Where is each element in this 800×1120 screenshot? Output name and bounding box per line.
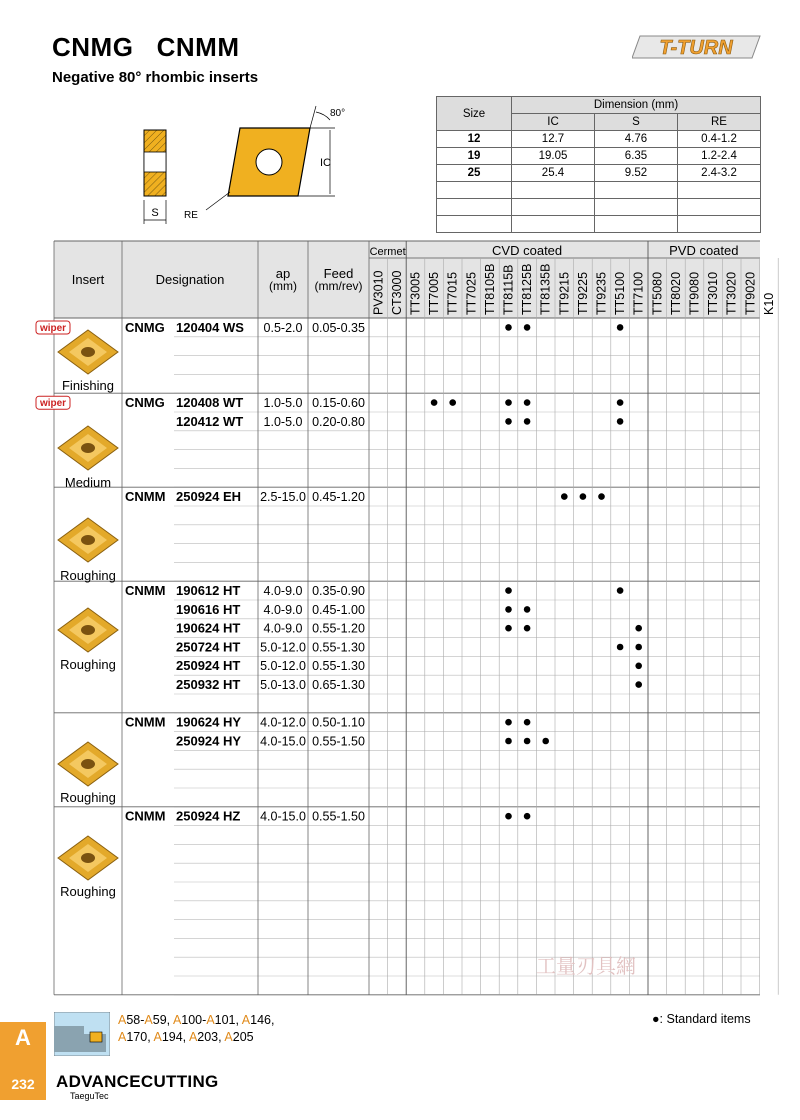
insert-image [58, 836, 118, 880]
standard-items-legend: ●: Standard items [652, 1012, 751, 1026]
ref-section-letter: A [144, 1013, 153, 1027]
page-references [118, 1012, 274, 1046]
page-subtitle: Negative 80° rhombic inserts [52, 69, 259, 86]
ap-unit: (mm) [269, 279, 297, 293]
re-header: RE [678, 114, 761, 131]
standard-item-dot [524, 606, 531, 613]
grade-header-tt8105b: TT8105B [482, 263, 497, 315]
ap-value: 1.0-5.0 [263, 414, 303, 429]
designation-code: 250924 HY [176, 733, 242, 749]
designation-code: 120404 WS [176, 319, 244, 335]
insert-image [58, 518, 118, 562]
designation-code: 190612 HT [176, 583, 241, 598]
standard-item-dot [635, 663, 642, 670]
ref-page: 58- [126, 1013, 145, 1027]
feed-value: 0.65-1.30 [312, 678, 365, 692]
ap-value: 4.0-9.0 [263, 584, 303, 598]
standard-item-dot [617, 644, 624, 651]
standard-item-dot [635, 625, 642, 632]
standard-item-dot [524, 418, 531, 425]
page-title: CNMG CNMM [52, 32, 240, 62]
turning-operation-icon [54, 1012, 110, 1056]
designation-code: 250932 HT [176, 677, 241, 692]
ref-section-letter: A [206, 1013, 215, 1027]
application-label: Roughing [60, 568, 116, 583]
ap-value: 5.0-12.0 [260, 640, 306, 655]
standard-item-dot [635, 681, 642, 688]
dimension-cell-re: 2.4-3.2 [678, 165, 761, 182]
s-header: S [595, 114, 678, 131]
grade-header-tt3005: TT3005 [408, 271, 423, 315]
standard-item-dot [617, 587, 624, 594]
feed-value: 0.55-1.50 [312, 809, 365, 824]
ap-value: 5.0-12.0 [260, 659, 306, 674]
wiper-label: wiper [39, 398, 67, 410]
dimension-cell-size: 12 [437, 131, 512, 148]
designation-prefix: CNMM [125, 583, 166, 598]
ref-page: 59, [152, 1013, 173, 1027]
standard-item-dot [524, 719, 531, 726]
grade-header-tt7100: TT7100 [631, 271, 646, 315]
insert-image [58, 426, 118, 470]
designation-header: Designation [155, 272, 225, 287]
grade-header-tt9080: TT9080 [687, 271, 702, 315]
feed-header: Feed [323, 266, 354, 281]
feed-unit: (mm/rev) [314, 279, 363, 293]
ap-value: 0.5-2.0 [263, 320, 303, 335]
grade-header-tt9225: TT9225 [575, 271, 590, 315]
standard-item-dot [505, 324, 512, 331]
grade-header-tt3020: TT3020 [724, 271, 739, 315]
feed-value: 0.05-0.35 [312, 320, 365, 335]
grade-header-pv3010: PV3010 [371, 270, 386, 315]
standard-item-dot [561, 493, 568, 500]
grade-header-tt9235: TT9235 [594, 271, 609, 315]
designation-prefix: CNMM [125, 714, 166, 730]
grade-header-tt7015: TT7015 [445, 271, 460, 315]
ref-section-letter: A [188, 1030, 198, 1044]
grade-header-tt9020: TT9020 [743, 271, 758, 315]
ap-value: 2.5-15.0 [260, 490, 306, 504]
ap-value: 4.0-12.0 [260, 715, 306, 730]
ref-page: 146, [250, 1013, 275, 1027]
feed-value: 0.45-1.00 [312, 602, 365, 617]
insert-header: Insert [71, 272, 105, 287]
angle-label: 80° [330, 108, 346, 119]
page-number: 232 [11, 1076, 35, 1092]
grade-header-tt9215: TT9215 [557, 271, 572, 315]
ap-header: ap [275, 266, 291, 281]
ap-value: 5.0-13.0 [260, 678, 306, 692]
standard-item-dot [617, 418, 624, 425]
pvd-header: PVD coated [669, 243, 739, 258]
standard-item-dot [505, 418, 512, 425]
dimension-cell-size: 19 [437, 148, 512, 165]
grade-header-ct3000: CT3000 [389, 270, 404, 315]
designation-prefix: CNMM [125, 489, 166, 504]
designation-code: 250924 EH [176, 489, 242, 504]
ref-section-letter: A [224, 1030, 233, 1044]
grade-header-tt7005: TT7005 [427, 271, 442, 315]
insert-image [58, 330, 118, 374]
standard-item-dot [505, 813, 512, 820]
ref-page: 203, [197, 1030, 225, 1044]
standard-item-dot [449, 399, 456, 406]
standard-item-dot [542, 738, 549, 745]
ref-section-letter: A [241, 1013, 251, 1027]
application-label: Roughing [60, 790, 116, 805]
feed-value: 0.55-1.30 [312, 659, 365, 674]
ref-section-letter: A [118, 1030, 127, 1044]
insert-image [58, 608, 118, 652]
feed-value: 0.15-0.60 [312, 396, 365, 410]
ref-page: 205 [232, 1030, 254, 1044]
feed-value: 0.20-0.80 [312, 414, 365, 429]
ref-page: 170, [126, 1030, 154, 1044]
dimension-cell-ic: 19.05 [512, 148, 595, 165]
grade-header-tt8115b: TT8115B [501, 264, 516, 315]
logo-text: T-TURN [659, 37, 733, 59]
s-label: S [151, 207, 159, 219]
grade-header-k10: K10 [761, 292, 776, 315]
grade-header-tt3010: TT3010 [706, 271, 721, 315]
brand-logo: ADVANCECUTTING [56, 1072, 219, 1091]
feed-value: 0.55-1.50 [312, 734, 365, 749]
cvd-header: CVD coated [492, 243, 563, 258]
grade-header-tt8135b: TT8135B [538, 263, 553, 315]
size-header: Size [437, 97, 512, 131]
ref-page: 194, [161, 1030, 189, 1044]
feed-value: 0.45-1.20 [312, 490, 365, 504]
standard-item-dot [431, 399, 438, 406]
ref-page: 101, [214, 1013, 242, 1027]
standard-item-dot [635, 644, 642, 651]
feed-value: 0.35-0.90 [312, 584, 365, 598]
ap-value: 4.0-15.0 [260, 734, 306, 749]
ic-header: IC [512, 114, 595, 131]
designation-code: 250724 HT [176, 639, 241, 655]
dimension-header: Dimension (mm) [512, 97, 761, 114]
standard-item-dot [524, 813, 531, 820]
standard-item-dot [598, 493, 605, 500]
ref-section-letter: A [153, 1030, 162, 1044]
dimension-cell-s: 6.35 [595, 148, 678, 165]
dimension-cell-s: 4.76 [595, 131, 678, 148]
ref-page: 100- [181, 1013, 207, 1027]
designation-code: 250924 HT [176, 658, 241, 674]
designation-prefix: CNMG [125, 319, 165, 335]
grade-header-tt8125b: TT8125B [520, 263, 535, 315]
wiper-label: wiper [39, 323, 67, 334]
ap-value: 4.0-9.0 [263, 621, 303, 636]
application-label: Medium [64, 475, 112, 490]
standard-item-dot [617, 399, 624, 406]
standard-item-dot [505, 399, 512, 406]
section-letter: A [15, 1025, 31, 1050]
dimension-cell-ic: 25.4 [512, 165, 595, 182]
designation-prefix: CNMG [125, 395, 165, 410]
dimension-cell-re: 0.4-1.2 [678, 131, 761, 148]
standard-item-dot [524, 324, 531, 331]
feed-value: 0.50-1.10 [312, 715, 365, 730]
designation-code: 120412 WT [176, 413, 244, 429]
ref-section-letter: A [172, 1013, 182, 1027]
dimension-cell-s: 9.52 [595, 165, 678, 182]
grade-header-tt5080: TT5080 [650, 271, 665, 315]
ap-value: 4.0-9.0 [263, 602, 303, 617]
dimension-cell-size: 25 [437, 165, 512, 182]
feed-value: 0.55-1.30 [312, 640, 365, 655]
standard-item-dot [524, 738, 531, 745]
designation-code: 190624 HT [176, 620, 241, 636]
feed-value: 0.55-1.20 [312, 621, 365, 636]
designation-code: 250924 HZ [176, 808, 241, 824]
ap-value: 1.0-5.0 [263, 396, 303, 410]
standard-item-dot [580, 493, 587, 500]
standard-item-dot [505, 606, 512, 613]
grade-header-tt8020: TT8020 [668, 271, 683, 315]
standard-item-dot [505, 719, 512, 726]
designation-prefix: CNMM [125, 808, 166, 824]
designation-code: 190624 HY [176, 714, 242, 730]
designation-code: 190616 HT [176, 601, 241, 617]
grade-header-tt7025: TT7025 [464, 271, 479, 315]
grade-header-tt5100: TT5100 [613, 271, 628, 315]
standard-item-dot [524, 625, 531, 632]
insert-image [58, 742, 118, 786]
ic-label: IC [320, 157, 331, 169]
brand-subtitle: TaeguTec [70, 1091, 109, 1101]
ap-value: 4.0-15.0 [260, 809, 306, 824]
application-label: Roughing [60, 657, 116, 672]
standard-item-dot [505, 587, 512, 594]
designation-code: 120408 WT [176, 395, 244, 410]
standard-item-dot [617, 324, 624, 331]
ref-section-letter: A [118, 1013, 127, 1027]
standard-item-dot [505, 738, 512, 745]
standard-item-dot [524, 399, 531, 406]
standard-item-dot [505, 625, 512, 632]
dimension-cell-ic: 12.7 [512, 131, 595, 148]
watermark: 工量刃具網 [536, 956, 636, 978]
dimension-cell-re: 1.2-2.4 [678, 148, 761, 165]
cermet-header: Cermet [369, 246, 406, 258]
application-label: Roughing [60, 884, 116, 899]
re-label: RE [184, 210, 198, 221]
application-label: Finishing [61, 378, 115, 393]
